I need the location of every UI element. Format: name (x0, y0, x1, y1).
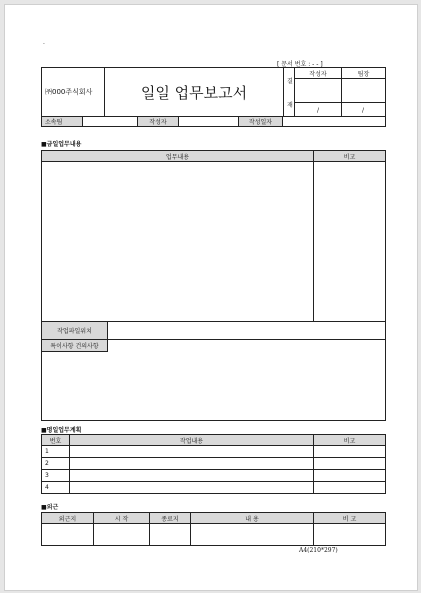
today-note-area[interactable] (313, 161, 386, 322)
outside-content-field[interactable] (190, 523, 314, 546)
document-page (4, 4, 418, 591)
outside-header-end: 종료지 (149, 512, 191, 524)
today-content-header: 업무내용 (41, 150, 314, 162)
outside-end-field[interactable] (149, 523, 191, 546)
file-location-label: 작업파일위치 (41, 321, 108, 340)
today-note-header: 비고 (313, 150, 386, 162)
outside-header-content: 내 용 (190, 512, 314, 524)
dot-mark: · (43, 41, 45, 48)
report-title: 일일 업무보고서 (104, 67, 284, 117)
approval-sign-writer[interactable] (294, 78, 342, 117)
approval-col-writer: 작성자 (294, 67, 342, 79)
plan-row-no: 4 (41, 481, 70, 494)
plan-header-content: 작업내용 (69, 434, 314, 446)
plan-row-note[interactable] (313, 481, 386, 494)
writer-label: 작성자 (137, 116, 179, 127)
approval-label-bottom: 재 (287, 102, 293, 109)
plan-header-note: 비고 (313, 434, 386, 446)
outside-place-field[interactable] (41, 523, 94, 546)
plan-row-no: 3 (41, 469, 70, 482)
outside-header-note: 비 고 (313, 512, 386, 524)
plan-row-no: 1 (41, 445, 70, 458)
dept-field[interactable] (82, 116, 138, 127)
writer-field[interactable] (178, 116, 239, 127)
plan-row-content[interactable] (69, 481, 314, 494)
section-outside-title: ■외근 (41, 504, 59, 511)
dept-label: 소속팀 (41, 116, 83, 127)
file-location-field[interactable] (107, 321, 386, 340)
section-today-title: ■금일업무내용 (41, 141, 82, 148)
date-label: 작성일자 (238, 116, 283, 127)
today-content-area[interactable] (41, 161, 314, 322)
document-number: [ 문서 번호 : - - ] (277, 61, 323, 68)
approval-date-writer: / (317, 107, 320, 114)
date-field[interactable] (282, 116, 386, 127)
approval-date-leader: / (362, 107, 365, 114)
plan-header-no: 번호 (41, 434, 70, 446)
special-notes-label: 특이사항 건의사항 (41, 339, 108, 352)
approval-sign-leader[interactable] (341, 78, 386, 117)
plan-row-no: 2 (41, 457, 70, 470)
outside-start-field[interactable] (93, 523, 150, 546)
outside-note-field[interactable] (313, 523, 386, 546)
outside-header-start: 시 작 (93, 512, 150, 524)
approval-date-line (294, 102, 386, 103)
approval-label-top: 결 (287, 78, 293, 85)
outside-header-place: 외근지 (41, 512, 94, 524)
section-tomorrow-title: ■명일업무계획 (41, 427, 82, 434)
approval-col-leader: 팀장 (341, 67, 386, 79)
paper-size-label: A4(210*297) (299, 547, 338, 554)
company-name: ㈜000주식회사 (41, 67, 105, 117)
